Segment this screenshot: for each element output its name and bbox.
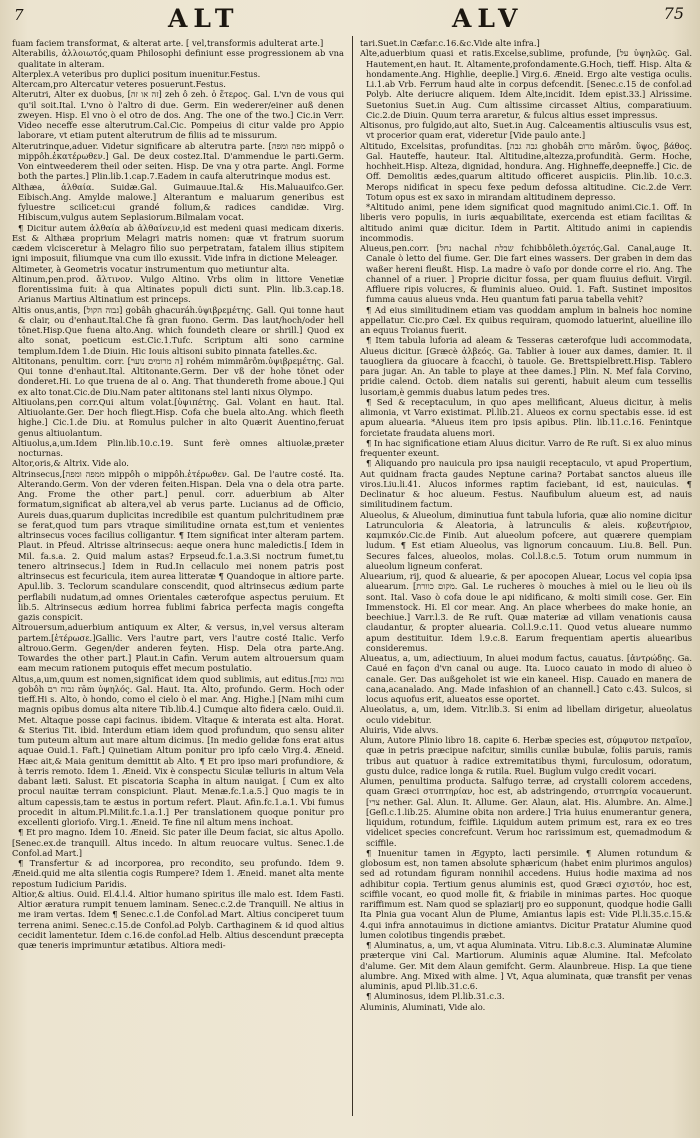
entry-altor: Altor,oris,& Altrix. Vide alo. <box>12 458 129 469</box>
entry-alum: Alum, Autore Plinio libro 18. capite 6. Herbæ species est, σύμφυτον πετραῖον, quæ in petris præcipue nafcitur, similis cunilæ bubulæ, foliis paruis, ramis tribus aut quatuor à radice extremitatibus thymi, furculosum, odoratum, gustu dulce, radice longa & rutila. Ruel. Buglum vulgo credit vocari. <box>360 735 692 776</box>
entry-altiuolans: Altiuolans,pen corr.Qui altum volat.[ὑψιπέτης. Gal. Volant en haut. Ital. Altiuolante.Ger. Der hoch fliegt.Hisp. Cofa che buela alto.Ang. which fleeth highe.] Cic.1.de Diu. at Romulus pulcher in alto Quærit Auentino,feruat genus altiuolantum. <box>12 396 344 438</box>
entry-alte: Alte,aduerbium quasi et ratis.Excelse,sublime, profunde, [על ὑψηλῶς. Gal. Hautement,en haut. It. Altamente,profondamente.G.Hoch, tieff. Hisp. Alta & hondamente.Ang. Highlie, deeplie.] Virg.6. Æneid. Ergo alte vestiga oculis. Li.1.ab Vrb. Ferrum haud alte in corpus defcendit. [Senec.c.15 de confol.ad Polyb. Alte deriucre aliquem. Idem Alte,incidit. Idem epist.33.] Alrissime. Suetonius Suet.in Aug. Cum altissime circasset Altius, comparatiuum. Cic.2.de Diuin. Quum terra araretur, & fulcus altius esset impressus. <box>360 48 692 120</box>
entry-alterutrinque: Alterutrinque,aduer. Videtur significare ab alterutra parte. [מפה ומפה mippô o mippôh.ἑκατέρωθεν.] Gal. De deux costez.Ital. D'ammendue le parti.Germ. Von eintweederem theil oder seiten. Hisp. De vna y otra parte. Angl. Forme both the partes.] Plin.lib.1.cap.7.Eadem in caufa alterutrinque modus est. <box>12 140 344 182</box>
entry-alterplex: Alterplex.A veteribus pro duplici positum inuenitur.Festus. <box>12 68 261 79</box>
entry-aluminatus: ¶ Aluminatus, a, um, vt aqua Aluminata. Vitru. Lib.8.c.3. Aluminatæ Alumine præterque vini Cal. Martiorum. Aluminis aquæ Alumine. Ital. Mefcolato d'alume. Ger. Mit dem Alaun gemifcht. Germ. Alaunbreue. Hisp. La que tiene alumbre. Ang. Mixed with alme. ] Vt, Aqua aluminata, quæ transfit per venas aluminis, apud Pl.lib.31.c.6. <box>360 940 692 991</box>
entry-aluearium: Aluearium, rij, quod & aluearie, & per apocopen Aluear, Locus vel copia ipsa aluearum. [מקום כוורת. Gal. Le rucheres ò mouches à miel ou le lieu où ils sont. Ital. Vaso ò cofa doue le api nidificano, & molti simili cose. Ger. Ein Immenstock. Hi. El cor mear. Ang. An place wherbees do make honie, an beechiue.] Varr.l.3. de Re ruſt. Quæ materiæ ad villam venationis causa claudantur, & propter aluearia. Col.l.9.c.11. Quod vetus alueare nummo apum destituitur. Idem l.9.c.8. Earum frequentiam apertis aluearibus consideremus. <box>360 571 692 653</box>
entry-alueus: Alueus,pen.corr. [נחל nachal שבלת fchibbôleth.ὀχετός.Gal. Canal,auge It. Canale ò letto del fiume. Ger. Die fart eines wassers. Der graben in dem das waßer hereni fleußt. Hisp. La madre ò vaſo por donde corre el rio. Ang. The channel of a riuer. ] Proprie dicitur fossa, per quam fluuius defluit. Virgil. Affluere ripis volucres, & fluminis alueo. Ouid. 1. Faft. Sustinet impositos fumma cauus alueus vnda. Heu quantum fati parua tabella vehit? <box>360 243 692 305</box>
page-header <box>0 4 700 34</box>
right-running-head: ALV <box>452 4 524 33</box>
entry-alueus-tabula: ¶ Item tabula luforia ad aleam & Tesseras cæterofque ludi accommodata, Alueus dicitur. [Græcè ἀλβεός. Ga. Tablier à iouer aux dames, damier. It. il tauogliera da giuocare à fcacchi, ò tauole. Ge. Brettspielbrett.Hisp. Tablero para jugar. An. An table to playe at thee dames.] Plin. N. Mef fala Corvino, pridie calend. Octob. diem natalis sui gerenti, habuit aleum cum tessellis lusoriam,è gemmis duabus latum pedes tres. <box>360 335 692 397</box>
entry-althaea-note: ¶ Dicitur autem ἀλθαία ab ἀλθαίνειν,id est medeni quasi medicam dixeris. Est & Althæa proprium Melagri matris nomen: quæ vt fratrum suorum cædem vlcisceretur à Melagro filio suo perpetratam, fatalem illius stipitem igni imposuit, filiumque vna cum illo exussit. Vide infra in dictione Meleager. <box>12 222 344 264</box>
entry-alueus-apes: ¶ Sed & receptaculum, in quo apes mellificant, Alueus dicitur, à melis alimonia, vt Varro existimat. Pl.lib.21. Alueos ex cornu spectabis esse. id est apum aluearia. *Alueus item pro ipsis apibus. Plin. lib.11.c.16. Fenintque forcietate fraudata aluens mori. <box>360 396 692 438</box>
entry-alterabilis: Alterabilis, ἀλλοιωτός,quam Philosophi definiunt esse progressionem ab vna qualitate in alteram. <box>12 48 344 69</box>
entry-alterutri: Alterutri, Alter ex duobus, [זה או זה] zeh ô zeh. ὁ ἕτερος. Gal. L'vn de vous qui qu'il soit.Ital. L'vno ò l'altro di due. Germ. Ein wederer/einer auß denen zweyen. Hisp. El vno ò el otro de dos. Ang. The one of the two.] Cic.in Verr. Video neceffe esse alterutrum.Cal.Cic. Pompeius di citur valde pro Appio laborare, vt etiam putent alterutrum de filiis ad te missurum. <box>12 89 344 141</box>
left-running-head: ALT <box>168 4 240 33</box>
entry-althaea: Althæa, ἀλθαία. Suidæ.Gal. Guimauue.Ital.& His.Maluauifco.Ger. Eibisch.Ang. Amylde malowe.] Alterantum e maluarum generibus est fyluestre scilicet:cui grandé folium,& radices candidæ. Virg. Hibiscum,vulgus autem Seplasiorum.Bilmalam vocat. <box>12 181 344 223</box>
column-divider <box>352 36 353 1116</box>
entry-alueolus: Alueolus, & Alueolum, diminutiua funt tabula luforia, quæ alio nomine dicitur Latrunculoria & Aleatoria, à latrunculis & aleis. κυβευτήριον, καμπικόν.Cic.de Finib. Aut alueolum pofcere, aut quærere quempiam ludum. ¶ Est etiam Alueolus, vas lignorum concauum. Liu.8. Bell. Pun. Secures falces, alueolos, molas. Col.l.8.c.5. Totum orum nummum in alueolum ligneum conferat. <box>360 509 692 571</box>
entry-altiusculus: Altisonus, pro fulgido,aut alto, Suet.in Aug. Calceamentis altiusculis vsus est, vt procerior quam erat, videretur [Vide paulo ante.] <box>360 120 692 141</box>
entry-altrouersum: Altrouersum,aduerbium antiquum ex Alter, & versus, in,vel versus alteram partem.[ἑτέρωσε.]Gallic. Vers l'autre part, vers l'autre costé Italic. Verfo altrouo.Germ. Gegen/der anderen feyten. Hisp. Dela otra parte.Ang. Towardes the other part.] Plaut.in Cafin. Verum autem altrouersum quam eam mecum rationem putoquis effet mecum postulatio. <box>12 622 344 674</box>
entry-altinum: Altinum,pen.prod. ἄλτινον. Vulgo Altino. Vrbs olim in littore Venetiæ florentissima fuit: à qua Altinates populi dicti sunt. Plin. lib.3.cap.18. Arianus Martius Altinatium est princeps. <box>12 273 344 305</box>
entry-altisonus: Altis onus,antis, [גבוה הקול] gobâh ghacuráh.ὑψιβρεμέτης. Gall. Qui tonne haut & clair, ou d'enhaut.Ital.Che fà gran fuono. Germ. Das laut/hoch/oder hell tönet.Hisp.Que fuena alto.Ang. which foundeth cleare or shrill.] Quod ex alto sonat, poeticum est.Cic.1.Tufc. Scriptum alti sono carmine templum.Idem 1.de Diuin. Hic Iouis altisoni subito pinnata fatelles.&c. <box>12 304 344 356</box>
entry-alueolatus: Alueolatus, a, um, idem. Vitr.lib.3. Si enim ad libellam dirigetur, alueolatus oculo videbitur. <box>360 704 692 725</box>
entry-altiuolus: Altiuolus,a,um.Idem Plin.lib.10.c.19. Sunt ferè omnes altiuolæ,præter nocturnas. <box>12 437 344 458</box>
entry-aluiris: Aluiris, Vide alvvs. <box>360 724 439 735</box>
left-column <box>12 38 344 1126</box>
entry-alterabilis-cont: fuam faciem transformat, & alterat arte. [ vel,transformis adulterat arte.] <box>12 38 324 48</box>
entry-alueus-nauicula: ¶ Aliquando pro nauicula pro ipsa nauigii receptaculo, vt apud Propertium, Aut quidnam fracta gaudes Neptune carina? Portabat sanctos alueus ille viros.Liu.li.41. Alucos informes raptim faciebant, id est, nauiculas. ¶ Declinatur & hoc alueum. Festus. Naufibulum alueum est, ad nauis similitudinem factum. <box>360 458 692 510</box>
entry-altercam: Altercam,pro Altercatur veteres posuerunt.Festus. <box>12 79 226 89</box>
entry-altitudo-animi: *Altitudo animi, pene idem significat quod magnitudo animi.Cic.1. Off. In liberis vero populis, in iuris æquabilitate, exercenda est etiam facilitas & altitudo animi quæ dicitur. Idem in Partit. Altitudo animi in capiendis incommodis. <box>360 202 692 243</box>
entry-altus-incorporea: ¶ Transfertur & ad incorporea, pro recondito, seu profundo. Idem 9. Æneid.quid me alta silentia cogis Rumpere? Idem 1. Æneid. manet alta mente repostum Iudicium Paridis. <box>12 858 344 889</box>
entry-aluminis: Aluminis, Aluminati, Vide alo. <box>360 1001 486 1012</box>
entry-altior: Altior,& altius. Ouid. El.4.l.4. Altior humano spiritus ille malo est. Idem Fasti. Altior æratura rumpit tenuem laminam. Senec.c.2.de Tranquill. Ne altius in me iram vertas. Idem ¶ Senec.c.1.de Confol.ad Mart. Altius conciperet tuum terrena animi. Senec.c.15.de Confol.ad Polyb. Carthaginem & id quod altius cecidit lamentetur. Idem c.16.de confol.ad Helb. Altius descendunt præcepta quæ teneris imprimuntur ætatibus. Altiora medi- <box>12 888 344 950</box>
entry-altus-magno: ¶ Et pro magno. Idem 10. Æneid. Sic pater ille Deum faciat, sic altus Apollo. [Senec.ex.de tranquill. Altus incedo. In altum reuocare vultus. Senec.1.de Confol.ad Mart.] <box>12 827 344 858</box>
entry-altrinsecus: Altrinsecus,[ממפה ומפה mippôh o mippôh.ἑτέρωθεν. Gal. De l'autre costé. Ita. Alterando.Germ. Von der vderen feiten.Hispan. Dela vna o dela otra parte. Ang. Frome the other part.] penul. corr. aduerbium ab Alter formatum,significat ab altera,vel ab verus parte. Lucianus ad de Officio, Aureis duas,quarum duplicitas incredibile est quantum pulchritudinem præ se ferat,quod tum pars vtraque similitudine ornata est,tum et venientes altrinsecus voces facilius colligantur. ¶ Item significat inter alteram partem. Plaut. in Pfeud. Altrisse altrinsecus: aeque onera hunc maledictis.[ Idem in Mil. fa.s.a. 2. Quid malum astas? Erpseud.fc.1.a.3.Si noctrum fumet,tu tenero altrinsecus.] Idem in Rud.In cellaculo mei nonem patris post altrinsecus est fecuricula, item aurea litteratæ ¶ Quandoque in altiore parte. Apul.lib. 3. Teclorum scandulare conscendit, quod altrinsecus ædium parte perflabili nudatum,ad omnes Orientales cæterofque aspectus peruium. Et lib.5. Altrinsecus ædium horrea fublimi fabrica perfecta magis congefta gazis conspicit. <box>12 468 344 622</box>
entry-alueatus: Alueatus, a, um, adiectiuum, In aluei modum factus, cauatus. [ἀντρώδης. Ga. Caué en façon d'vn canal ou auge. Ita. Luoco cauato in modo di alueo ò canale. Ger. Das außgeholet ist wie ein kaneel. Hisp. Cauado en manera de cana,acanalado. Ang. Made infashion of an channell.] Cato c.43. Sulcos, si locus aquofus erit, alueatos esse oportet. <box>360 653 692 704</box>
entry-aluus: ¶ In hac significatione etiam Aluus dicitur. Varro de Re ruſt. Si ex aluo minus frequenter exeunt. <box>360 437 692 458</box>
page-number: 7 <box>14 6 24 24</box>
entry-altitudo: Altitudo, Excelsitas, profunditas. [גבה גבה ghobâh מרום mārôm. ὕψος, βάθος. Gal. Hauteffe, hauteur. Ital. Altitudine,altezza,profundità. Germ. Hoche, hochheit.Hisp. Alteza, dignidad, hondura. Ang. Highneffe,deepneffe.] Cic. de Off. Demolitis ædes,quarum altitudo officeret auspiciis. Plin.lib. 10.c.3. Merops nidificat in specu fexe pedum defossa altitudine. Cic.2.de Verr. Totum opus est ex saxo in mirandam altitudinem depresso. <box>360 140 692 202</box>
entry-altior-cont: tari.Suet.in Cæfar.c.16.&c.Vide alte infra.] <box>360 38 540 48</box>
folio-number: 75 <box>663 4 684 23</box>
entry-altitonans: Altitonans, penultim. corr. [ה מרומים נוער] rohém mimmârôm.ὑψιβρεμέτης. Gal. Qui tonne d'enhaut.Ital. Altitonante.Germ. Der vß der hohe tönet oder donderet.Hi. Lo que truena de al o. Ang. That thundereth frome aboue.] Qui ex alto tonat.Cic.de Diu.Nam pater altitonans stel lanti nixus Olympo. <box>12 355 344 397</box>
right-column <box>360 38 692 1126</box>
entry-altimeter: Altimeter, à Geometris vocatur instrumentum quo metiuntur alta. <box>12 263 290 274</box>
entry-alumen-aegypto: ¶ Inuenitur tamen in Ægypto, lacti persimile. ¶ Alumen rotundum & globosum est, non tamen absolute sphæricum (habet enim plurimos angulos) sed ad rotundam figuram nonnihil accedens. Huius hodie maxima ad nos adhibitur copia. Tertium genus aluminis est, quod Græci σχιστόν, hoc est, sciffile vocant, eo quod molle fit, & friabile in minimas partes. Hoc quoque rariffimum est. Nam quod se splaziarij pro eo supponunt, quodque hodie Galli Ita Plnia gua vocant Alun de Plume, Amiantus lapis est: Vide Pl.li.35.c.15.& 4.qui infra annotauimus in dictione amiantvs. Dicitur Pratatur Alumine quod lumen colotibus tingendis præbet. <box>360 847 692 940</box>
entry-alumen: Alumen, penultima producta. Salfugo terræ, ad crystalli colorem accedens, quam Græci στυπτηρίαν, hoc est, ab adstringendo, στυπτηρία vocauerunt. [צרי nether. Gal. Alun. It. Allume. Ger. Alaun, alat. His. Alumbre. An. Alme.] [Geſl.c.1.lib.25. Alumine obita non ardere.] Tria huius enumerantur genera, liquidum, rotundum, fciffile. Liquidum autem primum est, rara ex eo tres videlicet species concrefcunt. Verum hoc rarissimum est, quemadmodum & sciffile. <box>360 776 692 848</box>
entry-aluminosus: ¶ Aluminosus, idem Pl.lib.31.c.3. <box>366 991 505 1002</box>
entry-altus: Altus,a,um,quum est nomen,significat idem quod sublimis, aut editus.[גבוה גבוה gobôh גבוה רם rām ὑψηλός. Gal. Haut. Ita. Alto, profundo. Germ. Hoch oder tieff.Hi s. Alto, ò hondo, como el cielo ò el mar. Ang. Highe.] [Nam mihi cum magnis opibus domus alta nitere Tib.lib.4.] Cumque alto fidera cælo. Ouid.ii. Met. Altaque posse capi facinus. ibidem. Vltaque & interata est alta. Horat. & Sterius Tit. ibid. Interdum etiam idem quod profundum, quo sensu aliter tum puteum altum aut mare altum dicimus. [In medio gelidæ fons erat aitus aquae Ouid.1. Faft.] Quinetiam Altum ponitur pro ipfo cælo Virg.4. Æneid. Hæc ait,& Maia genitum demittit ab Alto. ¶ Et pro ipso mari profundiore, & à terris remoto. Idem 1. Æneid. Vix è conspectu Siculæ telluris in altum Vela dabant læti. Salust. Et piscatoria Scapha in altum nauigat. [ Cum ex alto procul nauitæ terram conspiciunt. Plaut. Menæ.fc.1.a.5.] Quo magis te in altum capessis,tam te æstus in portum refert. Plaut. Afin.fc.1.a.1. Vbi fumus procedit in altum.Pl.Milit.fc.1.a.1.] Per translationem quoque ponitur pro excellenti gloriofo. Virg.1. Æneid. Te fine nil altum mens inchoat. <box>12 673 344 827</box>
entry-alueus-balneis: ¶ Ad eius similitudinem etiam vas quoddam amplum in balneis hoc nomine appellatur. Cic.pro Cæl. Ex quibus requiram, quomodo latuerint, alueiline illo an equus Troianus fuerit. <box>360 304 692 335</box>
